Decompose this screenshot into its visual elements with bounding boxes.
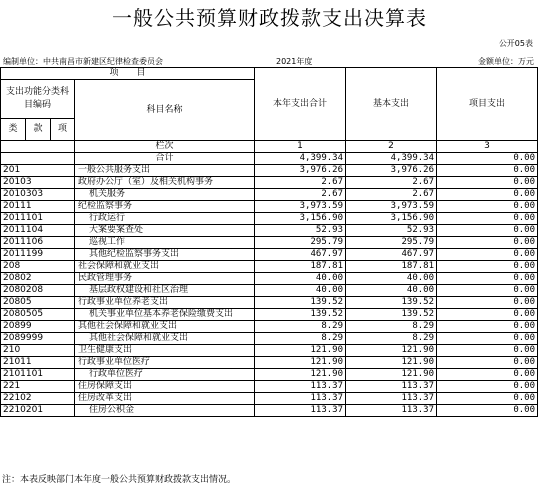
- row-name: 社会保障和就业支出: [75, 261, 255, 273]
- row-project: 0.00: [437, 213, 538, 225]
- row-basic: 2.67: [346, 189, 437, 201]
- row-name: 行政运行: [75, 213, 255, 225]
- total-total: 4,399.34: [255, 153, 346, 165]
- table-row: [1, 225, 538, 237]
- row-name: 卫生健康支出: [75, 345, 255, 357]
- col2-label: 2: [346, 141, 437, 153]
- row-total: 2.67: [255, 177, 346, 189]
- table-row: [1, 333, 538, 345]
- row-code: 210: [1, 345, 75, 357]
- row-project: 0.00: [437, 261, 538, 273]
- row-total: 52.93: [255, 225, 346, 237]
- row-name: 基层政权建设和社区治理: [75, 285, 255, 297]
- row-code: 201: [1, 165, 75, 177]
- row-basic: 8.29: [346, 321, 437, 333]
- table-row: [1, 381, 538, 393]
- total-project: 0.00: [437, 153, 538, 165]
- table-row: [1, 273, 538, 285]
- row-total: 3,973.59: [255, 201, 346, 213]
- table-row: [1, 357, 538, 369]
- row-name: 巡视工作: [75, 237, 255, 249]
- header-subject: 科目名称: [75, 80, 255, 141]
- table-row: [1, 237, 538, 249]
- header-func-code: 支出功能分类科目编码: [1, 80, 75, 119]
- header-lei: 类: [1, 119, 26, 141]
- col3-label: 3: [437, 141, 538, 153]
- total-basic: 4,399.34: [346, 153, 437, 165]
- row-code: 2011106: [1, 237, 75, 249]
- table-row: [1, 165, 538, 177]
- row-code: 2010303: [1, 189, 75, 201]
- row-code: 20805: [1, 297, 75, 309]
- row-project: 0.00: [437, 201, 538, 213]
- row-basic: 3,976.26: [346, 165, 437, 177]
- row-basic: 52.93: [346, 225, 437, 237]
- row-basic: 8.29: [346, 333, 437, 345]
- table-row: [1, 213, 538, 225]
- row-project: 0.00: [437, 369, 538, 381]
- row-basic: 40.00: [346, 285, 437, 297]
- row-name: 机关服务: [75, 189, 255, 201]
- table-row: [1, 177, 538, 189]
- row-project: 0.00: [437, 249, 538, 261]
- row-name: 大案要案查处: [75, 225, 255, 237]
- col1-label: 1: [255, 141, 346, 153]
- unit-label: 金额单位：万元: [478, 57, 534, 66]
- row-code: 2101101: [1, 369, 75, 381]
- row-name: 政府办公厅（室）及相关机构事务: [75, 177, 255, 189]
- row-project: 0.00: [437, 321, 538, 333]
- row-basic: 295.79: [346, 237, 437, 249]
- row-name: 行政事业单位养老支出: [75, 297, 255, 309]
- row-project: 0.00: [437, 405, 538, 417]
- row-name: 其他纪检监察事务支出: [75, 249, 255, 261]
- row-code: 20802: [1, 273, 75, 285]
- row-basic: 121.90: [346, 369, 437, 381]
- table-row: [1, 189, 538, 201]
- row-basic: 467.97: [346, 249, 437, 261]
- row-name: 机关事业单位基本养老保险缴费支出: [75, 309, 255, 321]
- lanci-label: 栏次: [75, 141, 255, 153]
- row-code: 2089999: [1, 333, 75, 345]
- row-name: 其他社会保障和就业支出: [75, 321, 255, 333]
- row-project: 0.00: [437, 237, 538, 249]
- header-kuan: 款: [26, 119, 51, 141]
- row-name: 一般公共服务支出: [75, 165, 255, 177]
- row-project: 0.00: [437, 393, 538, 405]
- row-name: 行政事业单位医疗: [75, 357, 255, 369]
- row-total: 3,156.90: [255, 213, 346, 225]
- row-basic: 2.67: [346, 177, 437, 189]
- header-project: 项目支出: [437, 68, 538, 141]
- row-name: 住房保障支出: [75, 381, 255, 393]
- row-code: 2011104: [1, 225, 75, 237]
- header-xiang: 项: [51, 119, 75, 141]
- header-item: 项 目: [1, 68, 255, 80]
- row-total: 40.00: [255, 273, 346, 285]
- heji-label: 合计: [75, 153, 255, 165]
- row-project: 0.00: [437, 189, 538, 201]
- form-code: 公开05表: [498, 39, 533, 48]
- footnote: 注：本表反映部门本年度一般公共预算财政拨款支出情况。: [2, 475, 237, 485]
- budget-table: [0, 67, 538, 417]
- page-title: 一般公共预算财政拨款支出决算表: [112, 6, 427, 30]
- row-project: 0.00: [437, 225, 538, 237]
- row-code: 21011: [1, 357, 75, 369]
- row-code: 208: [1, 261, 75, 273]
- row-name: 行政单位医疗: [75, 369, 255, 381]
- table-row: [1, 249, 538, 261]
- row-basic: 113.37: [346, 393, 437, 405]
- row-basic: 3,156.90: [346, 213, 437, 225]
- row-total: 187.81: [255, 261, 346, 273]
- table-row: [1, 345, 538, 357]
- table-row: [1, 369, 538, 381]
- table-row: [1, 201, 538, 213]
- row-project: 0.00: [437, 273, 538, 285]
- row-name: 纪检监察事务: [75, 201, 255, 213]
- row-code: 221: [1, 381, 75, 393]
- row-code: 2080208: [1, 285, 75, 297]
- row-project: 0.00: [437, 381, 538, 393]
- row-basic: 139.52: [346, 297, 437, 309]
- row-basic: 187.81: [346, 261, 437, 273]
- row-code: 2011199: [1, 249, 75, 261]
- row-total: 113.37: [255, 393, 346, 405]
- row-project: 0.00: [437, 309, 538, 321]
- table-row: [1, 297, 538, 309]
- row-project: 0.00: [437, 357, 538, 369]
- row-code: 22102: [1, 393, 75, 405]
- row-name: 住房改革支出: [75, 393, 255, 405]
- row-code: 20899: [1, 321, 75, 333]
- row-total: 113.37: [255, 405, 346, 417]
- row-code: 2210201: [1, 405, 75, 417]
- table-row: [1, 405, 538, 417]
- row-basic: 3,973.59: [346, 201, 437, 213]
- row-basic: 121.90: [346, 345, 437, 357]
- row-code: 2080505: [1, 309, 75, 321]
- row-total: 3,976.26: [255, 165, 346, 177]
- header-basic: 基本支出: [346, 68, 437, 141]
- row-project: 0.00: [437, 333, 538, 345]
- row-total: 8.29: [255, 321, 346, 333]
- row-total: 121.90: [255, 345, 346, 357]
- row-basic: 121.90: [346, 357, 437, 369]
- row-basic: 40.00: [346, 273, 437, 285]
- header-total: 本年支出合计: [255, 68, 346, 141]
- table-row: [1, 393, 538, 405]
- row-total: 467.97: [255, 249, 346, 261]
- row-project: 0.00: [437, 345, 538, 357]
- row-total: 8.29: [255, 333, 346, 345]
- table-row: [1, 321, 538, 333]
- row-project: 0.00: [437, 297, 538, 309]
- row-total: 2.67: [255, 189, 346, 201]
- table-row: [1, 261, 538, 273]
- row-basic: 113.37: [346, 405, 437, 417]
- row-basic: 139.52: [346, 309, 437, 321]
- row-total: 113.37: [255, 381, 346, 393]
- row-code: 20111: [1, 201, 75, 213]
- table-row: [1, 309, 538, 321]
- row-name: 住房公积金: [75, 405, 255, 417]
- org-label: 编制单位：中共南昌市新建区纪律检查委员会: [3, 57, 163, 66]
- row-total: 295.79: [255, 237, 346, 249]
- row-project: 0.00: [437, 285, 538, 297]
- row-total: 121.90: [255, 357, 346, 369]
- row-total: 121.90: [255, 369, 346, 381]
- row-project: 0.00: [437, 165, 538, 177]
- row-basic: 113.37: [346, 381, 437, 393]
- row-code: 20103: [1, 177, 75, 189]
- row-name: 民政管理事务: [75, 273, 255, 285]
- row-code: 2011101: [1, 213, 75, 225]
- row-project: 0.00: [437, 177, 538, 189]
- row-name: 其他社会保障和就业支出: [75, 333, 255, 345]
- row-total: 40.00: [255, 285, 346, 297]
- year-label: 2021年度: [276, 57, 313, 66]
- row-total: 139.52: [255, 297, 346, 309]
- table-row: [1, 285, 538, 297]
- row-total: 139.52: [255, 309, 346, 321]
